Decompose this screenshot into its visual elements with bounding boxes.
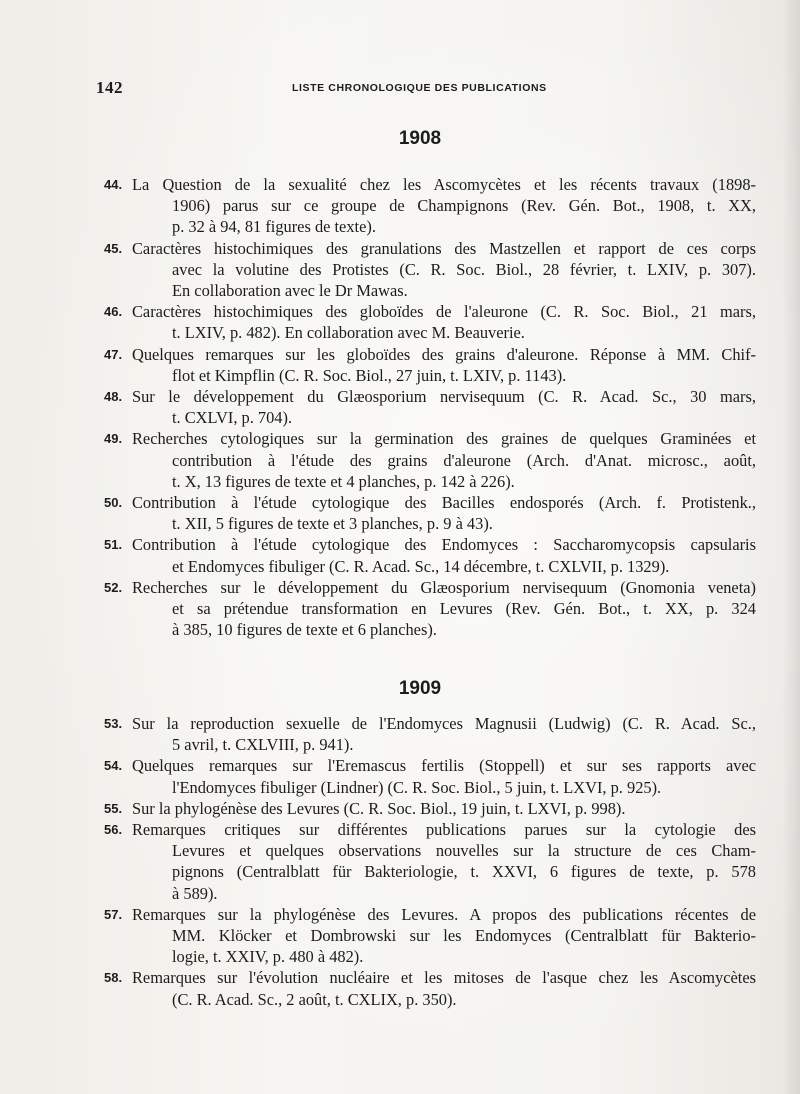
entry-line: pignons (Centralblatt für Bakteriologie, t. XXVI, 6 figures de texte, p. 578 (172, 862, 756, 882)
publication-entry (104, 174, 756, 238)
entry-line: Contribution à l'étude cytologique des Bacilles endosporés (Arch. f. Protistenk., (132, 493, 756, 513)
entry-line: Quelques remarques sur les globoïdes des grains d'aleurone. Réponse à MM. Chif- (132, 344, 756, 364)
entry-line: Remarques critiques sur différentes publications parues sur la cytologie des (132, 820, 756, 840)
entry-line: Recherches sur le développement du Glæosporium nervisequum (Gnomonia veneta) (132, 577, 756, 597)
publication-entry (104, 492, 756, 534)
entry-line: En collaboration avec le Dr Mawas. (172, 281, 408, 301)
entry-line: (C. R. Acad. Sc., 2 août, t. CXLIX, p. 350). (172, 989, 457, 1009)
entry-line: à 385, 10 figures de texte et 6 planches). (172, 620, 437, 640)
publication-entry (104, 238, 756, 302)
publication-entry (104, 386, 756, 428)
entry-number: 52. (104, 579, 123, 595)
entry-line: 1906) parus sur ce groupe de Champignons (Rev. Gén. Bot., 1908, t. XX, (172, 196, 756, 216)
entry-line: p. 32 à 94, 81 figures de texte). (172, 217, 376, 237)
entry-number: 46. (104, 304, 123, 320)
entry-line: t. CXLVI, p. 704). (172, 408, 293, 428)
entry-line: Sur la phylogénèse des Levures (C. R. Soc. Biol., 19 juin, t. LXVI, p. 998). (132, 798, 626, 818)
page-header (96, 80, 776, 100)
publication-entry (104, 428, 756, 492)
entry-number: 55. (104, 800, 123, 816)
entry-line: à 589). (172, 883, 218, 903)
entry-line: Sur la reproduction sexuelle de l'Endomyces Magnusii (Ludwig) (C. R. Acad. Sc., (132, 714, 756, 733)
entry-line: t. LXIV, p. 482). En collaboration avec M. Beauverie. (172, 323, 525, 343)
entry-line: contribution à l'étude des grains d'aleurone (Arch. d'Anat. microsc., août, (172, 450, 756, 470)
entry-line: Sur le développement du Glæosporium nervisequum (C. R. Acad. Sc., 30 mars, (132, 387, 756, 407)
publication-entry (104, 713, 756, 755)
publication-entry (104, 904, 756, 968)
entry-number: 47. (104, 346, 123, 362)
entry-line: t. X, 13 figures de texte et 4 planches, p. 142 à 226). (172, 471, 515, 491)
entry-line: Caractères histochimiques des globoïdes de l'aleurone (C. R. Soc. Biol., 21 mars, (132, 302, 756, 322)
page-edge-shadow (782, 0, 800, 1094)
publication-entry (104, 755, 756, 797)
entry-line: MM. Klöcker et Dombrowski sur les Endomyces (Centralblatt für Bakterio- (172, 926, 756, 946)
entry-line: et sa prétendue transformation en Levures (Rev. Gén. Bot., t. XX, p. 324 (172, 599, 756, 619)
publication-entry (104, 301, 756, 343)
publication-list-1909 (104, 713, 756, 1010)
entry-number: 48. (104, 389, 123, 405)
entry-number: 49. (104, 431, 123, 447)
entry-number: 50. (104, 495, 123, 511)
entry-line: Quelques remarques sur l'Eremascus fertilis (Stoppell) et sur ses rapports avec (132, 756, 756, 776)
entry-number: 57. (104, 906, 123, 922)
year-heading-1909: 1909 (398, 678, 442, 699)
publication-entry (104, 534, 756, 576)
entry-line: Caractères histochimiques des granulations des Mastzellen et rapport de ces corps (132, 238, 756, 258)
publication-entry (104, 967, 756, 1009)
running-title: LISTE CHRONOLOGIQUE DES PUBLICATIONS (292, 82, 547, 94)
publication-entry (104, 577, 756, 641)
publication-entry (104, 344, 756, 386)
publication-entry (104, 798, 756, 819)
entry-line: t. XII, 5 figures de texte et 3 planches, p. 9 à 43). (172, 514, 493, 534)
entry-line: logie, t. XXIV, p. 480 à 482). (172, 947, 364, 967)
entry-number: 54. (104, 758, 123, 774)
publication-entry (104, 819, 756, 904)
entry-line: Remarques sur la phylogénèse des Levures. A propos des publications récentes de (132, 904, 756, 924)
page-number: 142 (96, 78, 123, 97)
entry-number: 58. (104, 970, 123, 986)
entry-line: l'Endomyces fibuliger (Lindner) (C. R. Soc. Biol., 5 juin, t. LXVI, p. 925). (172, 777, 662, 797)
entry-line: Levures et quelques observations nouvelles sur la structure de ces Cham- (172, 841, 756, 861)
entry-line: Contribution à l'étude cytologique des Endomyces : Saccharomycopsis capsularis (132, 535, 756, 555)
entry-number: 51. (104, 537, 123, 553)
entry-line: et Endomyces fibuliger (C. R. Acad. Sc., 14 décembre, t. CXLVII, p. 1329). (172, 556, 670, 576)
entry-number: 45. (104, 240, 123, 256)
publication-list-1908 (104, 174, 756, 640)
year-heading-1908: 1908 (398, 128, 442, 149)
entry-number: 56. (104, 822, 123, 838)
entry-line: La Question de la sexualité chez les Ascomycètes et les récents travaux (1898- (132, 175, 756, 194)
entry-line: 5 avril, t. CXLVIII, p. 941). (172, 735, 354, 755)
entry-line: flot et Kimpflin (C. R. Soc. Biol., 27 juin, t. LXIV, p. 1143). (172, 365, 567, 385)
entry-number: 53. (104, 716, 123, 731)
entry-number: 44. (104, 177, 123, 192)
entry-line: avec la volutine des Protistes (C. R. Soc. Biol., 28 février, t. LXIV, p. 307). (172, 259, 756, 279)
entry-line: Remarques sur l'évolution nucléaire et les mitoses de l'asque chez les Ascomycètes (132, 968, 756, 988)
entry-line: Recherches cytologiques sur la germination des graines de quelques Graminées et (132, 429, 756, 449)
